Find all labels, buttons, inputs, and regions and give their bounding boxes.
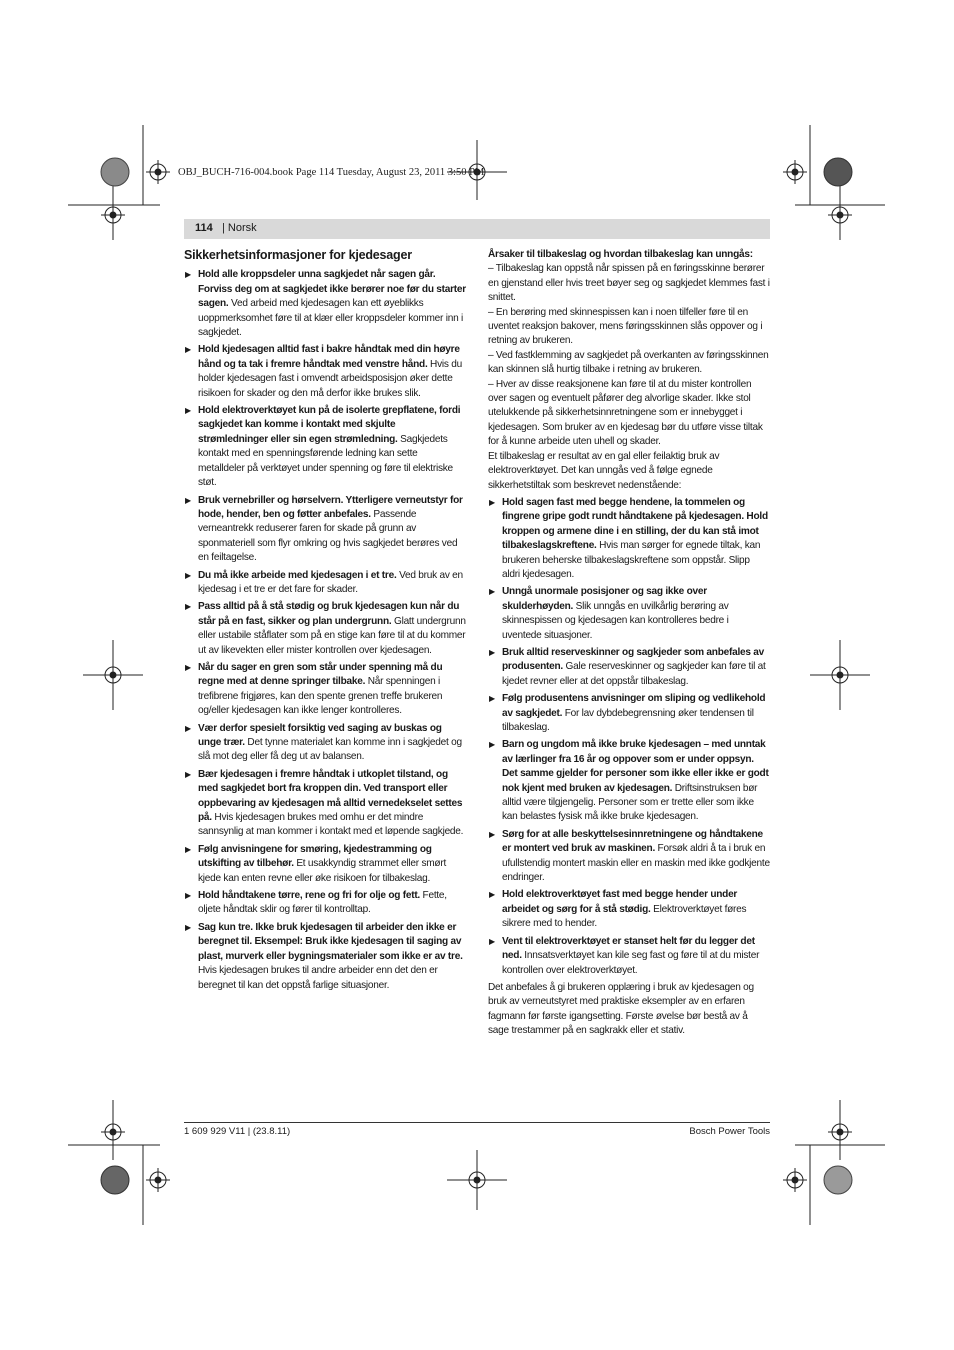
right-column xyxy=(488,248,770,1039)
item-bold: Sørg for at alle beskyttelsesinnretningene og håndtakene er montert ved bruk av maskinen. xyxy=(502,828,763,855)
item-bold: Barn og ungdom må ikke bruke kjedesagen – med unntak av lærlinger fra 16 år og oppover som er under oppsyn. Det samme gjelder for personer som ikke eller ikke er godt nok kjent med bruken av kjedesagen. xyxy=(502,739,769,794)
arrow-icon: ▶ xyxy=(489,497,495,507)
paragraph: – Tilbakeslag kan oppstå når spissen på en føringsskinne berører en gjenstand eller hvis treet bøyer seg og sagkjedet klemmes fast i snittet. xyxy=(488,263,770,304)
section-title: Sikkerhetsinformasjoner for kjedesager xyxy=(184,248,412,262)
list-item xyxy=(488,585,770,643)
arrow-icon: ▶ xyxy=(185,769,191,779)
list-item xyxy=(488,888,770,931)
language-label: | Norsk xyxy=(222,222,257,234)
language-text: Norsk xyxy=(227,222,257,234)
page-header-bar xyxy=(184,219,770,239)
arrow-icon: ▶ xyxy=(185,345,191,355)
item-bold: Bær kjedesagen i fremre håndtak i utkoplet tilstand, og med sagkjedet bort fra kroppen din. Ved transport eller oppbevaring av kjedesagen må alltid vernedekselet settes på. xyxy=(198,768,463,824)
item-text: Sagkjedets kontakt med en spenningsførende ledning kan sette metalldeler på verktøyet under spenning og føre til elektriske støt. xyxy=(198,433,453,489)
list-item xyxy=(184,600,466,658)
item-text: For lav dybdebegrensning øker tendensen til tilbakeslag. xyxy=(502,707,754,733)
item-bold: Bruk alltid reserveskinner og sagkjeder som anbefales av produsenten. xyxy=(502,646,765,673)
item-text: Innsatsverktøyet kan kile seg fast og føre til at du mister kontrollen over elektroverktøyet. xyxy=(502,950,760,976)
list-item xyxy=(184,843,466,886)
list-item xyxy=(184,661,466,719)
list-item xyxy=(184,722,466,765)
arrow-icon: ▶ xyxy=(185,270,191,280)
list-item xyxy=(488,828,770,886)
item-text: Fette, oljete håndtak sklir og fører til kontrolltap. xyxy=(198,890,447,916)
list-item xyxy=(488,496,770,582)
item-text: Hvis kjedesagen brukes med omhu er det mindre sannsynlig at man kommer i kontakt med et løpende sagkjede. xyxy=(198,812,464,838)
item-text: Ved bruk av en kjedesag i et tre er det fare for skader. xyxy=(198,569,463,595)
item-text: Hvis du holder kjedesagen fast i omvendt arbeidsposisjon øker dette risikoen for skader og den må derfor ikke brukes slik. xyxy=(198,358,462,399)
item-bold: Hold håndtakene tørre, rene og fri for olje og fett. xyxy=(198,890,420,902)
item-text: Slik unngås en uvilkårlig berøring av skinnespissen og kjedesagen kan kontrolleres bedre i uventede situasjoner. xyxy=(502,600,729,641)
item-bold: Hold elektroverktøyet fast med begge hender under arbeidet og sørg for å stå stødig. xyxy=(502,889,738,915)
arrow-icon: ▶ xyxy=(185,844,191,854)
list-item xyxy=(184,494,466,566)
arrow-icon: ▶ xyxy=(489,587,495,597)
arrow-icon: ▶ xyxy=(489,936,495,946)
footer-rule xyxy=(184,1122,770,1123)
page-number: 114 xyxy=(195,222,213,234)
item-text: Driftsinstruksen bør alltid være tilgjengelig. Personer som er trette eller som ikke kan belastes fysisk må ikke bruke kjedesagen. xyxy=(502,782,758,823)
arrow-icon: ▶ xyxy=(489,890,495,900)
arrow-icon: ▶ xyxy=(185,891,191,901)
item-bold: Følg produsentens anvisninger om sliping og vedlikehold av sagkjedet. xyxy=(502,693,766,719)
item-bold: Følg anvisningene for smøring, kjedestramming og utskifting av tilbehør. xyxy=(198,843,432,870)
arrow-icon: ▶ xyxy=(185,922,191,932)
arrow-icon: ▶ xyxy=(185,662,191,672)
item-bold: Sag kun tre. Ikke bruk kjedesagen til arbeider den ikke er beregnet til. Eksempel: Bruk ikke kjedesagen til saging av plast, murverk eller bygningsmaterialer som ikke er av tre. xyxy=(198,921,463,962)
item-bold: Bruk vernebriller og hørselvern. Ytterligere verneutstyr for hode, hender, ben og føtter anbefales. xyxy=(198,494,463,520)
arrow-icon: ▶ xyxy=(489,647,495,657)
arrow-icon: ▶ xyxy=(185,495,191,505)
item-bold: Når du sager en gren som står under spenning må du regne med at denne springer tilbake. xyxy=(198,661,443,688)
arrow-icon: ▶ xyxy=(489,694,495,704)
item-bold: Vær derfor spesielt forsiktig ved saging av buskas og unge trær. xyxy=(198,722,442,748)
item-bold: Hold kjedesagen alltid fast i bakre håndtak med din høyre hånd og ta tak i fremre håndtak med venstre hånd. xyxy=(198,344,460,370)
list-item xyxy=(184,921,466,993)
kickback-heading: Årsaker til tilbakeslag og hvordan tilbakeslag kan unngås: xyxy=(488,249,753,260)
arrow-icon: ▶ xyxy=(489,740,495,750)
paragraph: Et tilbakeslag er resultat av en gal eller feilaktig bruk av elektroverktøyet. Det kan unngås ved å følge egnede sikkerhetstiltak som beskrevet nedenstående: xyxy=(488,450,720,491)
item-text: Hvis kjedesagen brukes til andre arbeider enn det den er beregnet til kan det oppstå farlige situasjoner. xyxy=(198,965,438,991)
footer-brand: Bosch Power Tools xyxy=(689,1126,770,1137)
list-item xyxy=(488,646,770,689)
list-item xyxy=(488,738,770,824)
list-item xyxy=(184,569,466,598)
list-item xyxy=(488,935,770,978)
paragraph: – Ved fastklemming av sagkjedet på overkanten av føringsskinnen kan skinnen slå hurtig tilbake i retning av brukeren. xyxy=(488,349,769,376)
item-bold: Pass alltid på å stå stødig og bruk kjedesagen kun når du står på en fast, sikker og plan undergrunn. xyxy=(198,601,460,627)
list-item xyxy=(488,692,770,735)
list-item xyxy=(184,768,466,840)
item-text: Glatt undergrunn eller ustabile ståflater som på en stige kan føre til at du kommer ut av likevekten eller mister kontrollen over kjedesagen. xyxy=(198,615,466,656)
item-bold: Hold sagen fast med begge hendene, la tommelen og fingrene gripe godt rundt håndtakene på kjedesagen. Hold kroppen og armene dine i en stilling, der du kan stå imot tilbakeslagskreftene. xyxy=(502,496,768,552)
left-column xyxy=(184,248,466,996)
item-text: Når spenningen i trefibrene frigjøres, kan den spente grenen treffe brukeren og/eller kjedesagen kan ikke lenger kontrolleres. xyxy=(198,676,443,717)
print-header: OBJ_BUCH-716-004.book Page 114 Tuesday, August 23, 2011 3:50 PM xyxy=(178,167,485,178)
item-text: Forsøk aldri å ta i bruk en ufullstendig montert maskin eller en maskin med ikke godkjente endringer. xyxy=(502,843,770,884)
item-text: Et usakkyndig strammet eller smørt kjede kan enten revne eller øke risikoen for tilbakeslag. xyxy=(198,858,446,884)
item-text: Ved arbeid med kjedesagen kan ett øyeblikks uoppmerksomhet føre til at klær eller kroppsdeler kommer inn i sagkjedet. xyxy=(198,298,463,339)
item-bold: Vent til elektroverktøyet er stanset helt før du legger det ned. xyxy=(502,935,755,962)
arrow-icon: ▶ xyxy=(185,406,191,416)
paragraph: – Hver av disse reaksjonene kan føre til at du mister kontrollen over sagen og eventuelt påfører deg alvorlige skader. Ikke stol utelukkende på sikkerhetsinnretningene som er innebygget i kjedesagen. Som bruker av en kjedesag bør du utføre visse tiltak for å kunne arbeide uten uhell og skader. xyxy=(488,378,763,448)
item-bold: Hold alle kroppsdeler unna sagkjedet når sagen går. Forviss deg om at sagkjedet ikke berører noe før du starter sagen. xyxy=(198,269,466,310)
arrow-icon: ▶ xyxy=(185,723,191,733)
list-item xyxy=(184,343,466,401)
item-bold: Unngå unormale posisjoner og sag ikke over skulderhøyden. xyxy=(502,586,707,612)
left-bullet-list xyxy=(184,268,466,993)
right-bullet-list xyxy=(488,496,770,978)
item-bold: Hold elektroverktøyet kun på de isolerte grepflatene, fordi sagkjedet kan komme i kontakt med skjulte strømledninger eller sin egen strømledning. xyxy=(198,405,461,445)
item-text: Det tynne materialet kan komme inn i sagkjedet og slå mot deg eller få deg ut av balansen. xyxy=(198,737,462,763)
arrow-icon: ▶ xyxy=(185,602,191,612)
closing-paragraph: Det anbefales å gi brukeren opplæring i bruk av kjedesagen og bruk av verneutstyret med praktiske eksempler av en erfaren fagmann før første igangsetting. Første øvelse bør bestå av å sage trestammer på en sagkrakk eller et stativ. xyxy=(488,981,754,1037)
list-item xyxy=(184,404,466,490)
paragraph: – En berøring med skinnespissen kan i noen tilfeller føre til en uventet reaksjon bakover, mens føringsskinnen slås oppover og i retning av brukeren. xyxy=(488,306,763,347)
arrow-icon: ▶ xyxy=(185,570,191,580)
list-item xyxy=(184,889,466,918)
footer-doc-id: 1 609 929 V11 | (23.8.11) xyxy=(184,1126,291,1137)
item-text: Passende verneantrekk reduserer faren for skade på grunn av sponmateriell som flyr omkring og hvis sagkjedet berøres ved en feiltagelse. xyxy=(198,508,458,564)
item-text: Hvis man sørger for egnede tiltak, kan brukeren beherske tilbakeslagskreftene som oppstår. Slipp aldri kjedesagen. xyxy=(502,540,761,580)
list-item xyxy=(184,268,466,340)
arrow-icon: ▶ xyxy=(489,829,495,839)
item-text: Gale reserveskinner og sagkjeder kan føre til at kjedet revner eller at det oppstår tilbakeslag. xyxy=(502,661,766,687)
item-text: Elektroverktøyet føres sikrere med to hender. xyxy=(502,903,747,930)
item-bold: Du må ikke arbeide med kjedesagen i et tre. xyxy=(198,569,397,581)
